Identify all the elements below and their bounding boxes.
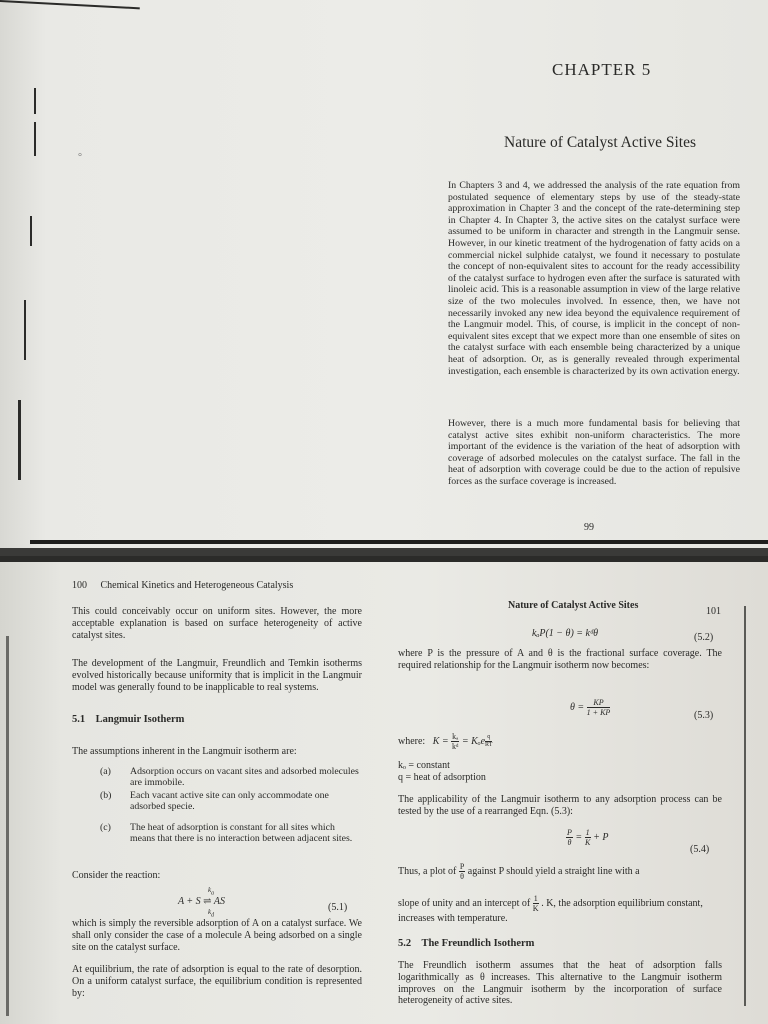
assumption-item-c: [100, 822, 362, 858]
kd-sub: d: [211, 912, 215, 919]
right-edge-marks: [744, 606, 746, 1006]
equation-5-1-text: A + S ⇌ AS: [178, 896, 225, 907]
left-page-number: 100: [72, 580, 87, 591]
eq-5-4-lhs-fraction: [566, 828, 573, 847]
assumption-text: Each vacant active site can only accommodate one adsorbed specie.: [130, 790, 329, 813]
assumption-label: (a): [100, 766, 111, 777]
plot-frac-num: P: [459, 862, 465, 871]
stray-mark: °: [78, 152, 82, 163]
eq-5-4-theta: θ: [567, 838, 572, 847]
eq-5-3-denominator: 1 + KP: [586, 708, 611, 717]
equation-5-3: [570, 698, 610, 717]
eq-5-4-equals: =: [575, 831, 583, 843]
page-number: 99: [584, 522, 594, 533]
intercept-fraction: [533, 894, 539, 913]
eq-5-3-numerator: KP: [587, 698, 611, 708]
eq-5-3-lhs: θ =: [570, 701, 585, 713]
eq-5-4-tail: + P: [593, 831, 609, 843]
equation-5-3-number: (5.3): [694, 710, 714, 721]
where-label: where:: [398, 735, 426, 747]
section-title: The Freundlich Isotherm: [421, 938, 535, 949]
definition-k0: kₒ = constant: [398, 760, 450, 771]
gutter-shadow: [0, 556, 768, 562]
kd-symbol: k: [208, 908, 212, 916]
assumption-item-a: [100, 766, 362, 790]
running-head-right: Nature of Catalyst Active Sites: [508, 600, 639, 611]
right-paragraph-5: The Freundlich isotherm assumes that the heat of adsorption falls logarithmically as θ increases. This alternative to the Langmuir isotherm improves on the Langmuir isotherm by the incorporation of surface heterogeneity of active sites.: [398, 960, 722, 1007]
eq-5-3-fraction: [587, 698, 611, 717]
exp-den: RT: [485, 742, 493, 748]
intercept-frac-num: 1: [533, 894, 538, 903]
chapter-title: Nature of Catalyst Active Sites: [504, 134, 696, 151]
section-5-2-heading: [398, 938, 722, 950]
eq-5-4-p: P: [567, 828, 572, 837]
assumption-item-b: [100, 790, 362, 814]
assumption-label: (b): [100, 790, 112, 801]
right-paragraph-1: where P is the pressure of A and θ is the fractional surface coverage. The required relationship for the Langmuir isotherm now becomes:: [398, 648, 722, 671]
equation-5-1-ka: [208, 886, 214, 896]
plot-fraction: [459, 862, 465, 881]
plot-frac-den: θ: [460, 872, 464, 881]
right-paragraph-4: [398, 894, 722, 925]
left-paragraph-4: At equilibrium, the rate of adsorption is equal to the rate of desorption. On a uniform catalyst surface, the equilibrium condition is represented by:: [72, 964, 362, 999]
definition-q: q = heat of adsorption: [398, 772, 486, 783]
running-head-left: [72, 580, 293, 591]
equation-5-1-kd: [208, 908, 214, 918]
equation-5-1-number: (5.1): [328, 902, 348, 913]
intercept-text-end: . K, the adsorption equilibrium constant, increases with temperature.: [398, 897, 703, 924]
bottom-book-spread: [0, 556, 768, 1024]
eq-5-4-one: 1: [585, 828, 590, 837]
consider-reaction: Consider the reaction:: [72, 870, 161, 881]
intercept-text-start: slope of unity and an intercept of: [398, 897, 531, 909]
ka-sub: a: [211, 890, 215, 897]
equation-5-2-number: (5.2): [694, 632, 714, 643]
margin-tick-3: [30, 216, 32, 246]
plot-text-start: Thus, a plot of: [398, 865, 457, 877]
where-k-fraction: [451, 732, 459, 751]
assumption-text: Adsorption occurs on vacant sites and adsorbed molecules are immobile.: [130, 766, 359, 789]
margin-tick-1: [34, 88, 36, 114]
section-number: 5.2: [398, 938, 412, 949]
assumptions-intro: The assumptions inherent in the Langmuir isotherm are:: [72, 746, 297, 757]
eq-5-4-k: K: [584, 838, 591, 847]
exp-num: q: [485, 734, 492, 742]
right-page-number: 101: [706, 606, 721, 617]
assumption-label: (c): [100, 822, 111, 833]
equation-5-2: kₐP(1 − θ) = kᵈθ: [532, 628, 598, 639]
left-paragraph-3: which is simply the reversible adsorption of A on a catalyst surface. We shall only consider the case of a molecule A being adsorbed on a single site on the catalyst surface.: [72, 918, 362, 953]
where-k: K =: [432, 735, 449, 747]
top-page-edge-shadow: [0, 0, 140, 9]
section-title: Langmuir Isotherm: [95, 714, 185, 725]
margin-tick-2: [34, 122, 36, 156]
left-edge-marks: [6, 636, 9, 1016]
ka-symbol: k: [208, 886, 212, 894]
assumption-text: The heat of adsorption is constant for all sites which means that there is no interaction between adjacent sites.: [130, 822, 353, 845]
left-running-title: Chemical Kinetics and Heterogeneous Catalysis: [100, 580, 294, 591]
eq-5-4-rhs-fraction: [585, 828, 591, 847]
where-k-num: kₐ: [452, 732, 459, 741]
margin-tick-5: [18, 400, 21, 480]
section-number: 5.1: [72, 714, 86, 725]
right-paragraph-2: The applicability of the Langmuir isotherm to any adsorption process can be tested by the use of a rearranged Eqn. (5.3):: [398, 794, 722, 817]
plot-text-end: against P should yield a straight line with a: [467, 865, 640, 877]
equation-5-4: [566, 828, 609, 847]
margin-tick-4: [24, 300, 26, 360]
intro-paragraph: In Chapters 3 and 4, we addressed the analysis of the rate equation from postulated sequence of elementary steps by use of the steady-state approximation in Chapter 3 and the concept of the rate-determining step in Chapter 4. In Chapter 3, the active sites on the catalyst surface were assumed to be uniform in character and strength in the Langmuir sense. However, in our kinetic treatment of the hydrogenation of fatty acids on a commercial nickel sulphide catalyst, we found it necessary to postulate the concept of non-equivalent sites to account for the ready accessibility of the catalyst surface to hydrogen even after the surface is saturated with linoleic acid. This is a reasonable assumption in view of the large relative size of the two molecules involved. In essence, then, we have not necessarily invoked any new idea beyond the equivalence requirement of the Langmuir model. This, of course, is implicit in the concept of non-equivalent sites except that we expect more than one ensemble of sites on the catalyst surface with each ensemble being characterized by a unique heat of adsorption. Or, as is generally revealed through experimental investigation, each ensemble is characterized by its own activation energy.: [448, 180, 740, 377]
chapter-label: CHAPTER 5: [552, 60, 652, 79]
section-5-1-heading: [72, 714, 362, 726]
right-paragraph-3: [398, 862, 722, 881]
equation-5-1: [178, 896, 225, 907]
second-paragraph: However, there is a much more fundamental basis for believing that catalyst active sites exhibit non-uniform characteristics. The more important of the evidence is the variation of the heat of adsorption with coverage of adsorbed molecules on the catalyst surface. The fall in the heat of adsorption with coverage could be due to the action of repulsive forces as the surface coverage is increased.: [448, 418, 740, 487]
binding-edge-line: [30, 540, 768, 544]
left-paragraph-1: This could conceivably occur on uniform sites. However, the more acceptable explanation is based on surface heterogeneity of active catalyst sites.: [72, 606, 362, 641]
where-definition: [398, 732, 492, 751]
where-exponent: [485, 734, 492, 749]
equation-5-4-number: (5.4): [690, 844, 710, 855]
where-k-den: kᵈ: [451, 742, 459, 751]
left-paragraph-2: The development of the Langmuir, Freundlich and Temkin isotherms evolved historically because uniformity that is implicit in the Langmuir model was generally found to be inapplicable to real systems.: [72, 658, 362, 693]
where-k-rhs: = Kₒe: [461, 735, 486, 747]
intercept-frac-den: K: [532, 904, 539, 913]
